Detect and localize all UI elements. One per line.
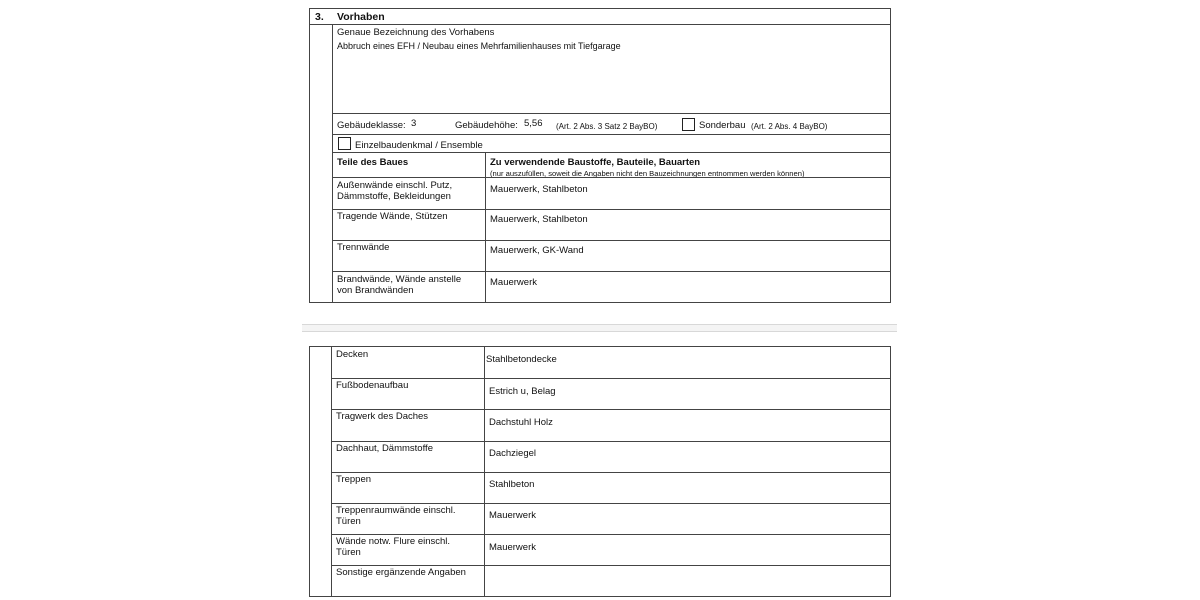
divider [332,209,890,210]
special-building-label: Sonderbau [699,120,746,131]
table-row-part: Decken [336,349,369,360]
building-class-label: Gebäudeklasse: [337,120,406,131]
table-row-part: Brandwände, Wände anstelle [337,274,462,285]
table-row-material[interactable]: Mauerwerk, Stahlbeton [490,184,588,195]
table-row-material[interactable]: Mauerwerk [490,277,537,288]
table-header-parts: Teile des Baues [337,157,409,168]
monument-label: Einzelbaudenkmal / Ensemble [355,140,483,151]
description-label: Genaue Bezeichnung des Vorhabens [337,27,495,38]
table-row-part: Treppen [336,474,372,485]
divider [332,134,890,135]
monument-checkbox[interactable] [338,137,351,150]
table-row-part: Tragwerk des Daches [336,411,429,422]
divider [331,503,890,504]
divider [331,472,890,473]
divider [332,113,890,114]
table-row-part: Trennwände [337,242,390,253]
building-height-note: (Art. 2 Abs. 3 Satz 2 BayBO) [556,122,658,131]
table-row-material[interactable]: Mauerwerk [489,542,536,553]
table-row-part: Außenwände einschl. Putz, [337,180,453,191]
description-value[interactable]: Abbruch eines EFH / Neubau eines Mehrfamilienhauses mit Tiefgarage [337,41,621,51]
page-break [302,324,897,332]
special-building-checkbox[interactable] [682,118,695,131]
divider [332,271,890,272]
table-row-part: Türen [336,516,361,527]
divider [310,24,890,25]
table-row-material[interactable]: Mauerwerk, GK-Wand [490,245,584,256]
divider [331,441,890,442]
table-row-part: Dachhaut, Dämmstoffe [336,443,433,454]
divider [332,177,890,178]
table-row-part: Fußbodenaufbau [336,380,409,391]
table-subheader-materials: (nur auszufüllen, soweit die Angaben nicht den Bauzeichnungen entnommen werden können) [490,169,805,178]
divider [331,378,890,379]
special-building-note: (Art. 2 Abs. 4 BayBO) [751,122,828,131]
divider [332,24,333,302]
table-row-material[interactable]: Dachstuhl Holz [489,417,553,428]
divider [332,152,890,153]
building-height-label: Gebäudehöhe: [455,120,518,131]
table-row-material[interactable]: Mauerwerk, Stahlbeton [490,214,588,225]
table-row-part: Türen [336,547,361,558]
table-row-material[interactable]: Stahlbetondecke [486,354,557,365]
table-header-materials: Zu verwendende Baustoffe, Bauteile, Bauarten [490,157,701,168]
table-row-material[interactable]: Mauerwerk [489,510,536,521]
table-row-part: Sonstige ergänzende Angaben [336,567,466,578]
table-row-part: Treppenraumwände einschl. [336,505,456,516]
building-class-value[interactable]: 3 [411,118,417,129]
table-row-part: Wände notw. Flure einschl. [336,536,451,547]
table-row-material[interactable]: Dachziegel [489,448,536,459]
table-row-part: von Brandwänden [337,285,414,296]
table-row-material[interactable]: Stahlbeton [489,479,535,490]
table-row-part: Dämmstoffe, Bekleidungen [337,191,451,202]
section-title: Vorhaben [337,11,385,23]
form-page-1 [309,8,891,303]
divider [485,152,486,302]
building-height-value[interactable]: 5,56 [524,118,543,129]
divider [331,565,890,566]
divider [331,409,890,410]
form-page-2 [309,346,891,597]
table-row-part: Tragende Wände, Stützen [337,211,448,222]
divider [332,240,890,241]
divider [331,534,890,535]
divider [309,347,310,596]
table-row-material[interactable]: Estrich u, Belag [489,386,556,397]
section-number: 3. [315,11,324,23]
